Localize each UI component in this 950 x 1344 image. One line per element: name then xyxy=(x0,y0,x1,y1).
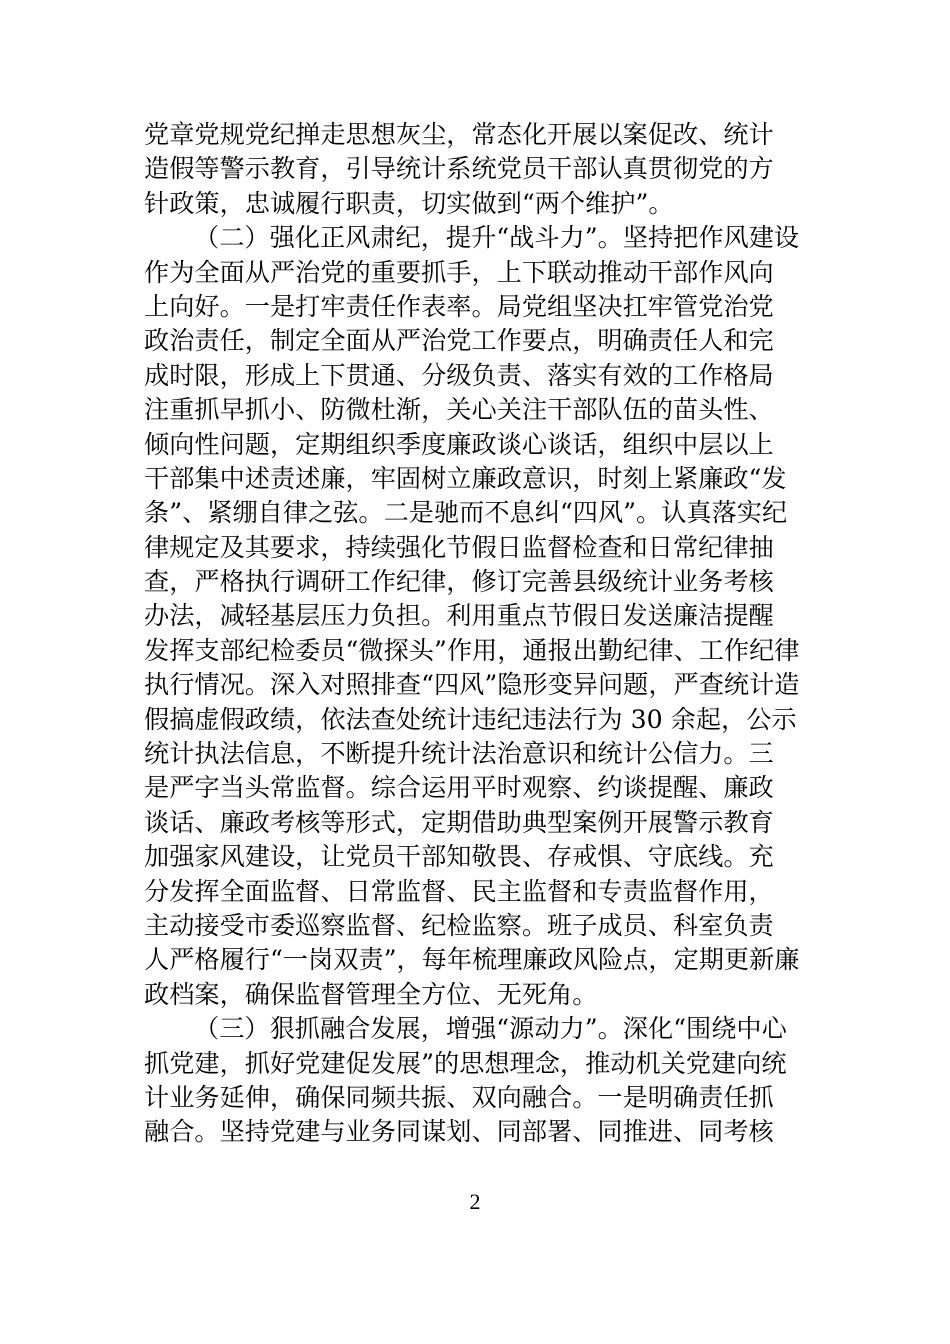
text-line: 注重抓早抓小、防微杜渐，关心关注干部队伍的苗头性、 xyxy=(144,395,774,425)
text-line: 假搞虚假政绩，依法查处统计违纪违法行为 30 余起，公示 xyxy=(144,704,797,734)
text-line: 人严格履行“一岗双责”，每年梳理廉政风险点，定期更新廉 xyxy=(144,945,800,975)
text-line: 主动接受市委巡察监督、纪检监察。班子成员、科室负责 xyxy=(144,910,774,940)
page-number: 2 xyxy=(469,1189,481,1214)
text-line: 抓党建，抓好党建促发展”的思想理念，推动机关党建向统 xyxy=(144,1048,787,1078)
text-line: 上向好。一是打牢责任作表率。局党组坚决扛牢管党治党 xyxy=(144,291,774,321)
text-line: 执行情况。深入对照排查“四风”隐形变异问题，严查统计造 xyxy=(144,670,800,700)
text-line: 加强家风建设，让党员干部知敬畏、存戒惧、守底线。充 xyxy=(144,842,774,872)
text-line: 条”、紧绷自律之弦。二是驰而不息纠“四风”。认真落实纪 xyxy=(144,498,788,528)
text-line: 党章党规党纪掸走思想灰尘，常态化开展以案促改、统计 xyxy=(144,120,774,149)
text-line: 律规定及其要求，持续强化节假日监督检查和日常纪律抽 xyxy=(144,532,774,562)
text-line: 查，严格执行调研工作纪律，修订完善县级统计业务考核 xyxy=(144,567,774,597)
document-body xyxy=(144,118,808,1150)
text-line: 政治责任，制定全面从严治党工作要点，明确责任人和完 xyxy=(144,326,774,356)
text-line: 发挥支部纪检委员“微探头”作用，通报出勤纪律、工作纪律 xyxy=(144,635,800,665)
section-heading-line: （二）强化正风肃纪，提升“战斗力”。坚持把作风建设 xyxy=(194,223,800,253)
text-line: 统计执法信息，不断提升统计法治意识和统计公信力。三 xyxy=(144,739,774,769)
text-line: 计业务延伸，确保同频共振、双向融合。一是明确责任抓 xyxy=(144,1082,774,1112)
text-line: 作为全面从严治党的重要抓手，上下联动推动干部作风向 xyxy=(144,257,774,287)
text-line: 造假等警示教育，引导统计系统党员干部认真贯彻党的方 xyxy=(144,154,774,184)
text-line: 是严字当头常监督。综合运用平时观察、约谈提醒、廉政 xyxy=(144,773,774,803)
text-line: 干部集中述责述廉，牢固树立廉政意识，时刻上紧廉政“发 xyxy=(144,463,787,493)
text-line: 政档案，确保监督管理全方位、无死角。 xyxy=(144,979,598,1009)
section-heading-line: （三）狠抓融合发展，增强“源动力”。深化“围绕中心 xyxy=(194,1014,787,1044)
text-line: 倾向性问题，定期组织季度廉政谈心谈话，组织中层以上 xyxy=(144,429,774,459)
text-line: 针政策，忠诚履行职责，切实做到“两个维护”。 xyxy=(144,188,674,218)
text-line: 成时限，形成上下贯通、分级负责、落实有效的工作格局 xyxy=(144,360,774,390)
text-line: 分发挥全面监督、日常监督、民主监督和专责监督作用， xyxy=(144,876,774,906)
text-line: 谈话、廉政考核等形式，定期借助典型案例开展警示教育 xyxy=(144,807,774,837)
text-line: 办法，减轻基层压力负担。利用重点节假日发送廉洁提醒 xyxy=(144,601,774,631)
text-line: 融合。坚持党建与业务同谋划、同部署、同推进、同考核 xyxy=(144,1117,774,1147)
